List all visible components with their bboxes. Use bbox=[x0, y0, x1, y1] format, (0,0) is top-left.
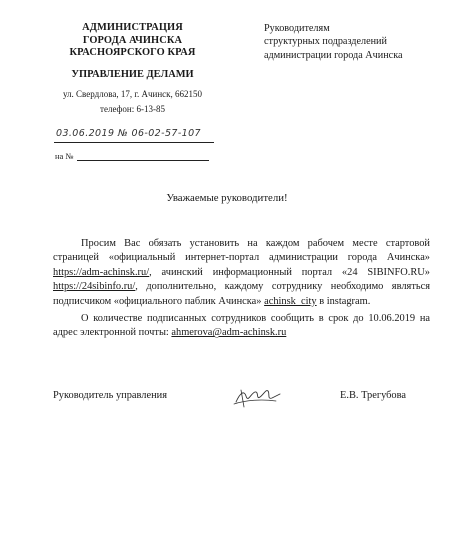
greeting: Уважаемые руководители! bbox=[166, 192, 288, 204]
recipient-line-2: структурных подразделений bbox=[264, 36, 387, 48]
sender-line-1: АДМИНИСТРАЦИЯ bbox=[82, 22, 183, 33]
body-paragraph-1 bbox=[53, 237, 430, 309]
handwritten-signature bbox=[230, 381, 282, 411]
sibinfo-portal-link[interactable]: https://24sibinfo.ru/ bbox=[53, 281, 136, 293]
reference-number-underline bbox=[77, 160, 209, 161]
p2-text: О количестве подписанных сотрудников сообщить в срок до 10.06.2019 на адрес электронной почты: bbox=[53, 313, 430, 339]
admin-portal-link[interactable]: https://adm-achinsk.ru/ bbox=[53, 266, 150, 278]
signatory-position: Руководитель управления bbox=[53, 390, 167, 401]
recipient-line-3: администрации города Ачинска bbox=[264, 49, 403, 61]
p1-text-1: Просим Вас обязать установить на каждом рабочем месте стартовой страницей «официальный интернет-портал администрации города Ачинска» bbox=[53, 238, 430, 264]
recipient-line-1: Руководителям bbox=[264, 23, 330, 34]
body-paragraph-2 bbox=[53, 312, 430, 341]
sender-line-2: ГОРОДА АЧИНСКА bbox=[82, 34, 183, 46]
p1-text-2: , ачинский информационный портал «24 SIBINFO.RU» bbox=[149, 266, 430, 278]
p1-text-4: в instagram. bbox=[316, 295, 371, 307]
sender-block bbox=[40, 22, 225, 115]
handwritten-date-number: 03.06.2019 № 06-02-57-107 bbox=[56, 128, 201, 139]
sender-phone: телефон: 6-13-85 bbox=[100, 103, 165, 114]
email-link[interactable]: ahmerova@adm-achinsk.ru bbox=[171, 327, 287, 339]
date-underline bbox=[54, 142, 214, 143]
recipient-block bbox=[264, 22, 449, 62]
instagram-account-link[interactable]: achinsk_city bbox=[264, 295, 317, 307]
letter-body bbox=[53, 237, 430, 341]
reference-number-label: на № bbox=[55, 151, 74, 161]
sender-department: УПРАВЛЕНИЕ ДЕЛАМИ bbox=[71, 68, 194, 80]
p1-text-3: , дополнительно, каждому сотруднику необходимо являться подписчиком «официального паблик Ачинска» bbox=[53, 281, 430, 307]
signatory-name: Е.В. Трегубова bbox=[340, 390, 407, 401]
sender-line-3: КРАСНОЯРСКОГО КРАЯ bbox=[69, 47, 196, 59]
sender-address: ул. Свердлова, 17, г. Ачинск, 662150 bbox=[62, 89, 203, 100]
